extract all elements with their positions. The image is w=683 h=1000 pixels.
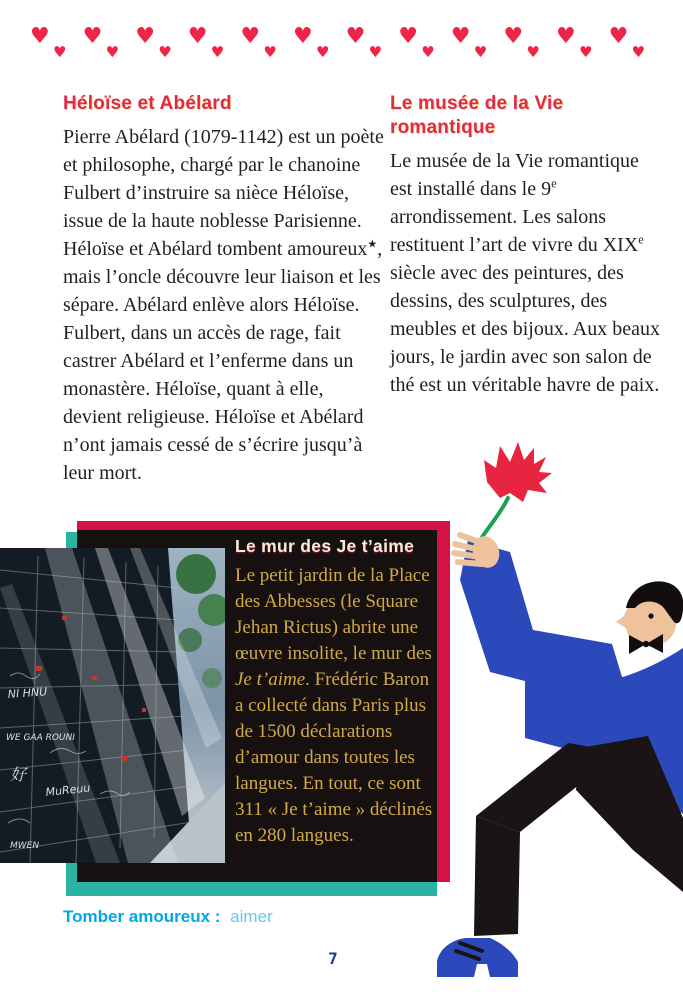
heart-pair <box>135 26 181 74</box>
article-body <box>390 147 662 399</box>
wall-scribble: MWEN <box>10 841 40 851</box>
heart-pair <box>556 26 602 74</box>
feature-box-body <box>235 563 433 849</box>
article-title: Héloïse et Abélard <box>63 93 232 114</box>
heart-pair <box>346 26 392 74</box>
text-segment: e <box>551 176 557 191</box>
heart-pair <box>609 26 655 74</box>
page-number: 7 <box>328 949 338 968</box>
heart-icon: ♥ <box>53 43 67 61</box>
heart-icon: ♥ <box>135 24 155 49</box>
heart-icon: ♥ <box>82 24 103 49</box>
heart-icon: ♥ <box>263 43 277 61</box>
text-segment: , mais l’oncle découvre leur liaison et les sépare. Abélard enlève alors Héloïse. Fulbert, dans un accès de rage, fait castrer Abélard et l’enferme dans un monastère. Héloïse, quant à elle, devient religieuse. Héloïse et Abélard n’ont jamais cessé de s’écrire jusqu’à leur mort. <box>63 238 383 484</box>
heart-icon: ♥ <box>187 24 208 49</box>
heart-icon: ♥ <box>503 24 524 49</box>
text-segment: Pierre Abélard (1079-1142) est un poète et philosophe, chargé par le chanoine Fulbert d’instruire sa nièce Héloïse, issue de la haute noblesse Parisienne. Héloïse et Abélard tombent amoureux <box>63 126 384 260</box>
heart-icon: ♥ <box>526 43 540 61</box>
text-segment: arrondissement. Les salons restituent l’art de vivre du XIX <box>390 206 639 256</box>
text-segment: Le musée de la Vie romantique est installé dans le 9 <box>390 150 639 200</box>
man-with-flower-illustration <box>430 440 683 1000</box>
heart-icon: ♥ <box>556 24 576 49</box>
heart-icon: ♥ <box>368 43 383 61</box>
heart-icon: ♥ <box>473 43 488 61</box>
heart-icon: ♥ <box>158 43 172 61</box>
heart-icon: ♥ <box>608 24 629 49</box>
heart-pair <box>451 26 497 74</box>
text-segment: ★ <box>367 238 378 251</box>
wall-scribble: WE GAA ROUNI <box>6 733 75 743</box>
text-segment: . Frédéric Baron a collecté dans Paris plus de 1500 déclarations d’amour dans toutes les langues. En tout, ce sont 311 « Je t’aime » déclinés en 280 langues. <box>235 669 433 846</box>
heart-icon: ♥ <box>398 24 418 49</box>
article-musee-vie-romantique <box>390 92 662 399</box>
heart-icon: ♥ <box>105 43 120 61</box>
feature-box-content <box>235 536 433 849</box>
heart-pair <box>30 26 76 74</box>
footnote-definition: aimer <box>230 907 273 926</box>
heart-pair <box>293 26 339 74</box>
wall-scribble: NI HNU <box>7 685 48 701</box>
text-segment: Le petit jardin de la Place des Abbesses (le Square Jehan Rictus) abrite une œuvre insolite, le mur des <box>235 565 432 664</box>
je-taime-wall-photo <box>0 548 225 863</box>
heart-icon: ♥ <box>421 43 435 61</box>
text-segment: e <box>638 232 644 247</box>
vocabulary-footnote <box>63 907 273 927</box>
heart-pair <box>240 26 286 74</box>
heart-icon: ♥ <box>316 43 330 61</box>
heart-icon: ♥ <box>210 43 225 61</box>
feature-box-title: Le mur des Je t’aime <box>235 536 415 556</box>
heart-icon: ♥ <box>293 24 313 49</box>
man-eye <box>648 613 653 618</box>
heart-pair <box>503 26 549 74</box>
flower-icon <box>484 442 552 502</box>
article-title: Le musée de la Vie romantique <box>390 93 564 138</box>
text-segment: Je t’aime <box>235 669 306 690</box>
man-head <box>616 581 683 654</box>
article-heloise-abelard <box>63 92 385 487</box>
heart-icon: ♥ <box>345 24 366 49</box>
footnote-term: Tomber amoureux : <box>63 907 221 926</box>
man-front-shin <box>474 816 520 936</box>
heart-icon: ♥ <box>631 43 646 61</box>
heart-icon: ♥ <box>240 24 261 49</box>
article-body <box>63 123 385 487</box>
heart-pair <box>83 26 129 74</box>
heart-icon: ♥ <box>450 24 471 49</box>
heart-icon: ♥ <box>30 24 50 49</box>
text-segment: siècle avec des peintures, des dessins, des sculptures, des meubles et des bijoux. Aux beaux jours, le jardin avec son salon de thé est un véritable havre de paix. <box>390 262 660 396</box>
wall-scribble: MuReuu <box>44 781 91 799</box>
wall-scribble: 好 <box>10 765 27 784</box>
heart-pair <box>188 26 234 74</box>
heart-icon: ♥ <box>579 43 593 61</box>
heart-pair <box>398 26 444 74</box>
hearts-garland <box>30 26 658 74</box>
